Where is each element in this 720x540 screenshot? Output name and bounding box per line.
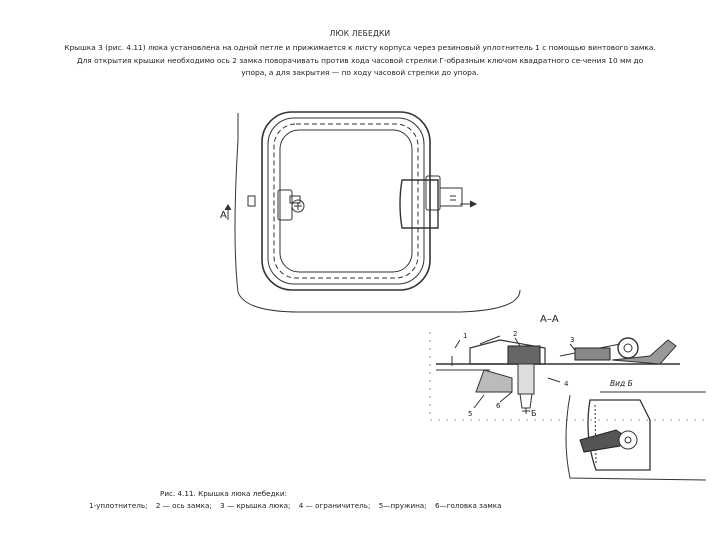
callout-1: 1 bbox=[463, 332, 468, 340]
legend-item: 4 — ограничитель; bbox=[298, 501, 371, 510]
slide-title: ЛЮК ЛЕБЕДКИ bbox=[329, 29, 391, 38]
cover-lock bbox=[278, 190, 304, 220]
view-mark-a: А bbox=[220, 210, 227, 221]
callout-6: 6 bbox=[496, 402, 501, 410]
figure-caption-title: Рис. 4.11. Крышка люка лебедки: bbox=[160, 489, 287, 498]
section-title: А–А bbox=[540, 314, 559, 325]
cover-hinge bbox=[400, 176, 462, 228]
callout-5: 5 bbox=[468, 410, 473, 418]
legend-item: 5—пружина; bbox=[378, 501, 427, 510]
figure-caption-legend bbox=[89, 501, 508, 510]
legend-item: 1-уплотнитель; bbox=[89, 501, 148, 510]
legend-item: 2 — ось замка; bbox=[155, 501, 212, 510]
paragraph-line-1: Крышка 3 (рис. 4.11) люка установлена на одной петле и прижимается к листу корпуса через резиновый уплотнитель 1 с помощью винтового замка. bbox=[64, 43, 656, 52]
view-b bbox=[566, 392, 706, 480]
arrow-b-label: Б bbox=[531, 409, 537, 418]
callout-2: 2 bbox=[513, 330, 518, 338]
paragraph-line-2: Для открытия крышки необходимо ось 2 замка поворачивать против хода часовой стрелки Г-образным ключом квадратного се-чения 10 мм до bbox=[76, 55, 644, 65]
paragraph-line-3: упора, а для закрытия — по ходу часовой стрелки до упора. bbox=[241, 68, 479, 78]
callout-4: 4 bbox=[564, 380, 569, 388]
callout-3: 3 bbox=[570, 336, 575, 344]
view-b-title: Вид Б bbox=[610, 379, 633, 388]
legend-item: 3 — крышка люка; bbox=[220, 501, 291, 510]
legend-item: 6—головка замка bbox=[434, 501, 502, 510]
cover-outer bbox=[262, 112, 430, 290]
